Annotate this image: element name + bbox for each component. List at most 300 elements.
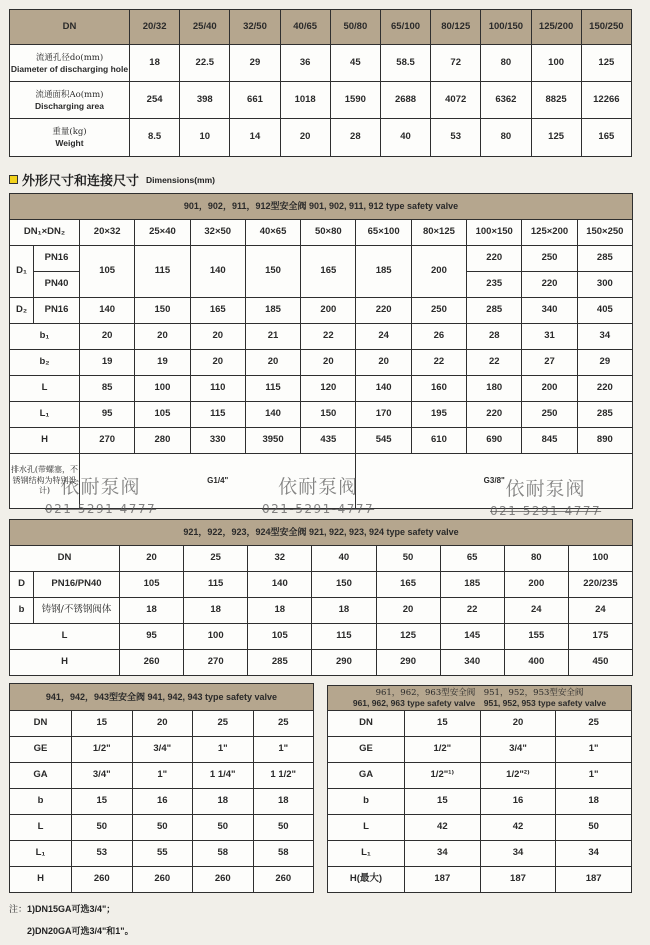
table-cell: 19 (80, 350, 135, 376)
table-cell: 180 (467, 376, 522, 402)
table-cell: 165 (190, 298, 245, 324)
table-cell: 12266 (581, 82, 631, 119)
table-cell: 20 (301, 350, 356, 376)
section-title-cn: 外形尺寸和连接尺寸 (22, 174, 140, 189)
table-row (10, 867, 314, 893)
table-cell: 690 (467, 428, 522, 454)
table-cell: 20 (80, 324, 135, 350)
row-label: DN (10, 711, 72, 737)
table-cell: 22 (467, 350, 522, 376)
sub-label-pn16: PN16 (34, 246, 80, 272)
table-cell: 36 (280, 45, 330, 82)
watermark-brand: 依耐泵阀 (505, 478, 586, 500)
table-cell: 140 (356, 376, 411, 402)
column-header: 50×80 (301, 220, 356, 246)
table-row (10, 815, 314, 841)
table-row (328, 737, 632, 763)
table-cell: 58 (253, 841, 314, 867)
table-title (328, 686, 632, 711)
sub-label-pn16: PN16 (34, 298, 80, 324)
table-cell: 20 (480, 711, 556, 737)
label-en: Discharging area (35, 100, 104, 111)
table-row (328, 841, 632, 867)
table-cell: 140 (80, 298, 135, 324)
column-header: 25×40 (135, 220, 190, 246)
table-cell: 58.5 (380, 45, 430, 82)
column-header: 32×50 (190, 220, 245, 246)
label-cn: 流通孔径do(mm) (35, 52, 104, 63)
table-cell: 170 (356, 402, 411, 428)
table-cell: 1/2"²⁾ (480, 763, 556, 789)
table-cell: 100 (184, 624, 248, 650)
table-cell: 40 (380, 119, 430, 157)
table-cell: 890 (577, 428, 632, 454)
table-cell: 18 (253, 789, 314, 815)
table-cell: 1/2" (72, 737, 133, 763)
table-cell: 220 (356, 298, 411, 324)
table-cell: 1/2"¹⁾ (405, 763, 481, 789)
table-cell: 3/4" (72, 763, 133, 789)
table-cell: 34 (480, 841, 556, 867)
table-row (10, 119, 632, 157)
table-cell: 18 (130, 45, 180, 82)
table-cell: 105 (120, 572, 184, 598)
table-cell: 115 (312, 624, 376, 650)
row-label: L₁ (328, 841, 405, 867)
row-label: GA (328, 763, 405, 789)
table-cell: 200 (301, 298, 356, 324)
table-title-row (10, 520, 633, 546)
table-cell: 55 (132, 841, 193, 867)
table-961-963-951-953 (327, 685, 632, 893)
table-cell: 165 (581, 119, 631, 157)
table-title-row (328, 686, 632, 711)
table-cell: 21 (245, 324, 300, 350)
table-cell: 42 (405, 815, 481, 841)
table-cell: 20 (190, 324, 245, 350)
column-header: 80 (504, 546, 568, 572)
table-row-l (10, 624, 633, 650)
row-label: b (328, 789, 405, 815)
table-cell: 80 (481, 119, 531, 157)
header-cell: 32/50 (230, 10, 280, 45)
table-cell: 28 (330, 119, 380, 157)
table-row (328, 711, 632, 737)
table-cell: 45 (330, 45, 380, 82)
table-cell: 20 (376, 598, 440, 624)
table-cell: 29 (230, 45, 280, 82)
table-cell: 400 (504, 650, 568, 676)
table-cell: 250 (522, 402, 577, 428)
table-cell: 15 (72, 711, 133, 737)
row-label: L (10, 815, 72, 841)
table-row-h (10, 650, 633, 676)
row-label: GA (10, 763, 72, 789)
table-title: 941，942，943型安全阀 941, 942, 943 type safety valve (10, 684, 314, 711)
row-label (10, 82, 130, 119)
table-title: 901，902，911，912型安全阀 901, 902, 911, 912 type safety valve (10, 194, 633, 220)
table-cell: 270 (80, 428, 135, 454)
dimension-header-row (10, 220, 633, 246)
label-en: Diameter of discharging hole (10, 63, 129, 74)
table-cell: 285 (577, 246, 632, 272)
table-cell: 1" (556, 763, 632, 789)
table-cell: 14 (230, 119, 280, 157)
square-bullet-icon (9, 175, 18, 184)
table-row (328, 815, 632, 841)
label-en: Weight (55, 138, 84, 148)
row-label-d1: D₁ (10, 246, 34, 298)
table-cell: 3/4" (480, 737, 556, 763)
header-cell: 20/32 (130, 10, 180, 45)
column-header: 40 (312, 546, 376, 572)
table-cell: 3/4" (132, 737, 193, 763)
table-cell: 95 (120, 624, 184, 650)
table-cell: 405 (577, 298, 632, 324)
table-cell: 150 (135, 298, 190, 324)
table-cell: 285 (467, 298, 522, 324)
row-label: H (10, 867, 72, 893)
table-cell: 18 (120, 598, 184, 624)
table-cell: 53 (72, 841, 133, 867)
table-row-h (10, 428, 633, 454)
table-cell: 8825 (531, 82, 581, 119)
watermark-phone: 021 5291 4777 (45, 502, 157, 516)
table-cell: 20 (356, 350, 411, 376)
table-cell: 20 (190, 350, 245, 376)
table-cell: 24 (356, 324, 411, 350)
table-cell: 187 (480, 867, 556, 893)
table-cell: 200 (522, 376, 577, 402)
table-cell: 220/235 (568, 572, 632, 598)
table-cell: 545 (356, 428, 411, 454)
table-cell: 435 (301, 428, 356, 454)
watermark-brand: 依耐泵阀 (60, 476, 141, 498)
table-cell: 250 (522, 246, 577, 272)
table-cell: 80 (481, 45, 531, 82)
header-cell: 100/150 (481, 10, 531, 45)
table-cell: 300 (577, 272, 632, 298)
table-row (10, 763, 314, 789)
table-cell: 1590 (330, 82, 380, 119)
table-cell: 145 (440, 624, 504, 650)
table-row-d (10, 572, 633, 598)
table-cell: 24 (504, 598, 568, 624)
notes-prefix: 注： (9, 905, 28, 915)
table-cell: 50 (132, 815, 193, 841)
row-label (10, 119, 130, 157)
table-cell: 1" (193, 737, 254, 763)
table-cell: 22 (440, 598, 504, 624)
table-cell: 254 (130, 82, 180, 119)
table-cell: 16 (132, 789, 193, 815)
table-cell: 270 (184, 650, 248, 676)
table-cell: 200 (504, 572, 568, 598)
table-cell: 1 1/4" (193, 763, 254, 789)
table-cell: 25 (193, 711, 254, 737)
table-cell: 1" (556, 737, 632, 763)
table-cell: 115 (190, 402, 245, 428)
table-cell: 115 (245, 376, 300, 402)
watermark-phone: 021-5291-4777 (262, 502, 375, 516)
table-row-l1 (10, 402, 633, 428)
table-cell: 125 (376, 624, 440, 650)
column-header: 100 (568, 546, 632, 572)
table-cell: 34 (405, 841, 481, 867)
column-header: 100×150 (467, 220, 522, 246)
table-cell: 260 (132, 867, 193, 893)
table-cell: 1" (253, 737, 314, 763)
table-cell: 150 (301, 402, 356, 428)
drain-value-right: G3/8" (356, 454, 633, 509)
table-cell: 260 (120, 650, 184, 676)
table-cell: 185 (245, 298, 300, 324)
table-cell: 15 (72, 789, 133, 815)
table-cell: 155 (504, 624, 568, 650)
drain-label: 排水孔(带螺塞，不锈钢结构为特别设计) (10, 454, 80, 509)
table-cell: 150 (312, 572, 376, 598)
table-cell: 50 (193, 815, 254, 841)
column-header: 150×250 (577, 220, 632, 246)
table-cell: 150 (245, 246, 300, 298)
table-cell: 19 (135, 350, 190, 376)
table-row (10, 841, 314, 867)
table-cell: 50 (72, 815, 133, 841)
row-label-d: D (10, 572, 34, 598)
table-cell: 1 1/2" (253, 763, 314, 789)
note-1: 1)DN15GA可选3/4"； (27, 904, 116, 914)
table-cell: 250 (411, 298, 466, 324)
table-cell: 260 (253, 867, 314, 893)
table-cell: 1" (132, 763, 193, 789)
table-cell: 290 (312, 650, 376, 676)
table-cell: 105 (248, 624, 312, 650)
table-row (10, 789, 314, 815)
table-cell: 50 (253, 815, 314, 841)
table-cell: 10 (180, 119, 230, 157)
table-cell: 610 (411, 428, 466, 454)
table-cell: 22 (301, 324, 356, 350)
table-row (10, 737, 314, 763)
table-cell: 398 (180, 82, 230, 119)
header-cell: 150/250 (581, 10, 631, 45)
column-header: 65 (440, 546, 504, 572)
table-cell: 34 (556, 841, 632, 867)
row-label: L₁ (10, 402, 80, 428)
table-cell: 125 (581, 45, 631, 82)
table-cell: 28 (467, 324, 522, 350)
table-cell: 34 (577, 324, 632, 350)
column-header: 40×65 (245, 220, 300, 246)
table-cell: 165 (376, 572, 440, 598)
drain-value-left: G1/4" (80, 454, 356, 509)
table-row (328, 867, 632, 893)
row-label: H (10, 428, 80, 454)
section-title-en: Dimensions(mm) (146, 174, 215, 185)
row-label: b₂ (10, 350, 80, 376)
table-cell: 845 (522, 428, 577, 454)
column-header: 80×125 (411, 220, 466, 246)
table-cell: 3950 (245, 428, 300, 454)
table-cell: 31 (522, 324, 577, 350)
table-cell: 18 (312, 598, 376, 624)
footnotes (9, 899, 134, 942)
table-cell: 140 (248, 572, 312, 598)
title-line-en: 961, 962, 963 type safety valve 951, 952, 953 type safety valve (352, 697, 607, 708)
table-cell: 15 (405, 711, 481, 737)
table-row-drain (10, 454, 633, 509)
table-row-b1 (10, 324, 633, 350)
table-cell: 58 (193, 841, 254, 867)
table-row (328, 789, 632, 815)
table-cell: 165 (301, 246, 356, 298)
note-2: 2)DN20GA可选3/4"和1"。 (27, 926, 134, 936)
table-cell: 160 (411, 376, 466, 402)
table-cell: 105 (80, 246, 135, 298)
column-header: 32 (248, 546, 312, 572)
row-label: b₁ (10, 324, 80, 350)
row-label: L (10, 624, 120, 650)
watermark-brand: 依耐泵阀 (278, 476, 359, 498)
table-cell: 260 (193, 867, 254, 893)
table-cell: 185 (440, 572, 504, 598)
table-cell: 110 (190, 376, 245, 402)
table-cell: 20 (132, 711, 193, 737)
table-cell: 195 (411, 402, 466, 428)
row-label: H (10, 650, 120, 676)
table-cell: 235 (467, 272, 522, 298)
table-cell: 105 (135, 402, 190, 428)
table-901-912 (9, 193, 633, 509)
section-heading (9, 170, 215, 189)
table-title-row (10, 684, 314, 711)
table-cell: 285 (248, 650, 312, 676)
table-921-924 (9, 519, 633, 676)
table-cell: 24 (568, 598, 632, 624)
column-header: 125×200 (522, 220, 577, 246)
table-cell: 72 (431, 45, 481, 82)
table-cell: 100 (531, 45, 581, 82)
table-cell: 125 (531, 119, 581, 157)
table-cell: 290 (376, 650, 440, 676)
table-cell: 120 (301, 376, 356, 402)
table-cell: 1018 (280, 82, 330, 119)
table-cell: 50 (556, 815, 632, 841)
table-cell: 18 (184, 598, 248, 624)
table-cell: 85 (80, 376, 135, 402)
table-cell: 22 (411, 350, 466, 376)
row-label: DN (328, 711, 405, 737)
table-cell: 220 (577, 376, 632, 402)
table-cell: 25 (556, 711, 632, 737)
table-cell: 115 (184, 572, 248, 598)
table-cell: 220 (467, 402, 522, 428)
table-cell: 100 (135, 376, 190, 402)
row-label-d2: D₂ (10, 298, 34, 324)
table-cell: 220 (522, 272, 577, 298)
table-cell: 22.5 (180, 45, 230, 82)
table-cell: 25 (253, 711, 314, 737)
table-cell: 18 (193, 789, 254, 815)
table-title-row (10, 194, 633, 220)
table-cell: 42 (480, 815, 556, 841)
row-label (10, 45, 130, 82)
table-cell: 15 (405, 789, 481, 815)
header-cell: 50/80 (330, 10, 380, 45)
table-cell: 26 (411, 324, 466, 350)
table-cell: 16 (480, 789, 556, 815)
header-cell: 40/65 (280, 10, 330, 45)
row-label: b (10, 789, 72, 815)
corner-cell: DN₁×DN₂ (10, 220, 80, 246)
table-cell: 95 (80, 402, 135, 428)
table-cell: 220 (467, 246, 522, 272)
table-941-943 (9, 683, 314, 893)
header-cell: 80/125 (431, 10, 481, 45)
table-cell: 340 (440, 650, 504, 676)
table-row (10, 82, 632, 119)
sub-label: 铸钢/不锈钢阀体 (34, 598, 120, 624)
table-cell: 175 (568, 624, 632, 650)
column-header: 25 (184, 546, 248, 572)
table-cell: 4072 (431, 82, 481, 119)
column-header: 65×100 (356, 220, 411, 246)
table-cell: 20 (280, 119, 330, 157)
row-label: L₁ (10, 841, 72, 867)
table-row-b (10, 598, 633, 624)
table-row (328, 763, 632, 789)
table-cell: 200 (411, 246, 466, 298)
flow-spec-table (9, 9, 632, 157)
table-cell: 115 (135, 246, 190, 298)
table-row-d2 (10, 298, 633, 324)
table-cell: 140 (190, 246, 245, 298)
row-label: H(最大) (328, 867, 405, 893)
title-line-cn: 961，962，963型安全阀 951，952，953型安全阀 (375, 688, 584, 699)
table-row-d1-pn16 (10, 246, 633, 272)
table-cell: 140 (245, 402, 300, 428)
table-row-l (10, 376, 633, 402)
row-label-b: b (10, 598, 34, 624)
table-cell: 187 (556, 867, 632, 893)
table-cell: 280 (135, 428, 190, 454)
flow-spec-header-row (10, 10, 632, 45)
row-label: L (10, 376, 80, 402)
watermark-phone: 021 5291 4777 (490, 504, 602, 518)
table-title: 921，922，923，924型安全阀 921, 922, 923, 924 type safety valve (10, 520, 633, 546)
label-cn: 重量(kg) (52, 127, 87, 138)
table-cell: 20 (135, 324, 190, 350)
table-cell: 20 (245, 350, 300, 376)
row-label: GE (10, 737, 72, 763)
table-cell: 185 (356, 246, 411, 298)
table-row (10, 711, 314, 737)
table-cell: 330 (190, 428, 245, 454)
table-row (10, 45, 632, 82)
table-cell: 18 (556, 789, 632, 815)
table-cell: 285 (577, 402, 632, 428)
table-cell: 6362 (481, 82, 531, 119)
header-cell: 65/100 (380, 10, 430, 45)
header-cell: 125/200 (531, 10, 581, 45)
header-cell: 25/40 (180, 10, 230, 45)
row-label: GE (328, 737, 405, 763)
table-cell: 29 (577, 350, 632, 376)
table-cell: 260 (72, 867, 133, 893)
dn-label: DN (10, 546, 120, 572)
table-cell: 661 (230, 82, 280, 119)
table-cell: 53 (431, 119, 481, 157)
